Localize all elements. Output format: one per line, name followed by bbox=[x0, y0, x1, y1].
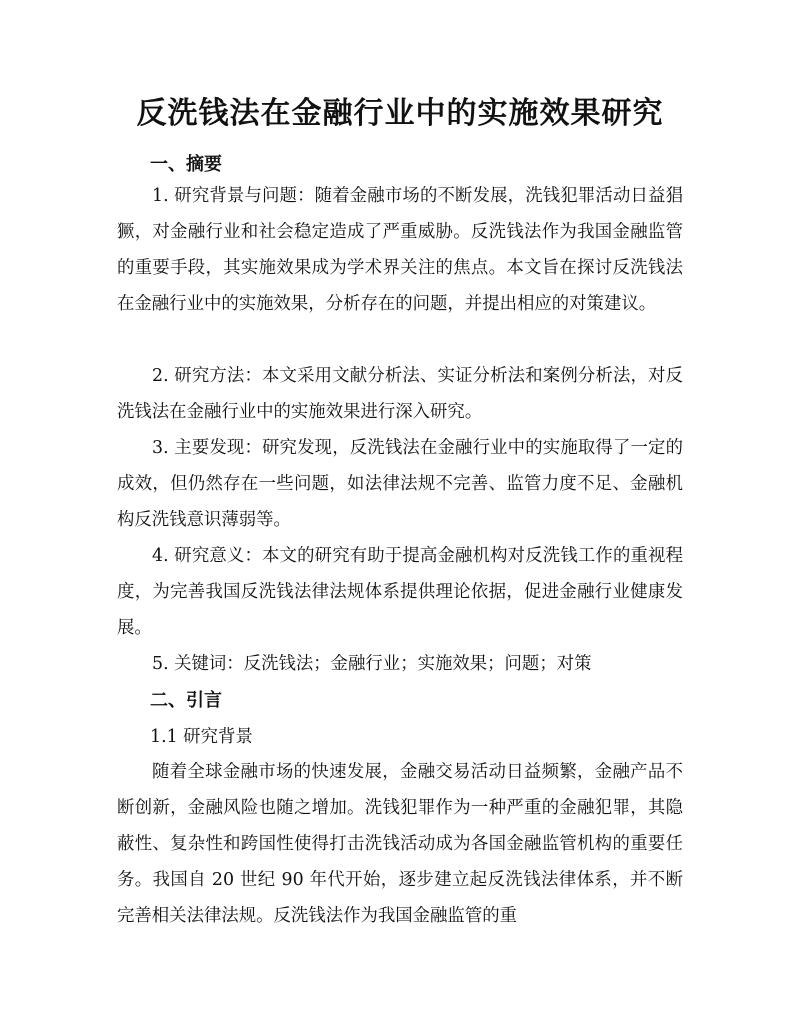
abstract-item-findings: 3. 主要发现：研究发现，反洗钱法在金融行业中的实施取得了一定的成效，但仍然存在一些问题，如法律法规不完善、监管力度不足、金融机构反洗钱意识薄弱等。 bbox=[117, 438, 683, 530]
subsection-heading-background: 1.1 研究背景 bbox=[150, 727, 253, 747]
abstract-item-significance: 4. 研究意义：本文的研究有助于提高金融机构对反洗钱工作的重视程度，为完善我国反洗钱法律法规体系提供理论依据，促进金融行业健康发展。 bbox=[117, 546, 683, 638]
introduction-paragraph: 随着全球金融市场的快速发展，金融交易活动日益频繁，金融产品不断创新，金融风险也随之增加。洗钱犯罪作为一种严重的金融犯罪，其隐蔽性、复杂性和跨国性使得打击洗钱活动成为各国金融监管机构的重要任务。我国自 20 世纪 90 年代开始，逐步建立起反洗钱法律体系，并不断完善相关法律法规。反洗钱法作为我国金融监管的重 bbox=[117, 762, 683, 926]
abstract-item-keywords: 5. 关键词：反洗钱法；金融行业；实施效果；问题；对策 bbox=[152, 654, 592, 674]
abstract-item-background: 1. 研究背景与问题：随着金融市场的不断发展，洗钱犯罪活动日益猖獗，对金融行业和社会稳定造成了严重威胁。反洗钱法作为我国金融监管的重要手段，其实施效果成为学术界关注的焦点。本文旨在探讨反洗钱法在金融行业中的实施效果，分析存在的问题，并提出相应的对策建议。 bbox=[117, 186, 683, 314]
section-heading-introduction: 二、引言 bbox=[150, 690, 222, 711]
section-heading-abstract: 一、摘要 bbox=[150, 154, 222, 175]
abstract-item-method: 2. 研究方法：本文采用文献分析法、实证分析法和案例分析法，对反洗钱法在金融行业中的实施效果进行深入研究。 bbox=[117, 366, 683, 422]
document-title: 反洗钱法在金融行业中的实施效果研究 bbox=[136, 96, 664, 131]
